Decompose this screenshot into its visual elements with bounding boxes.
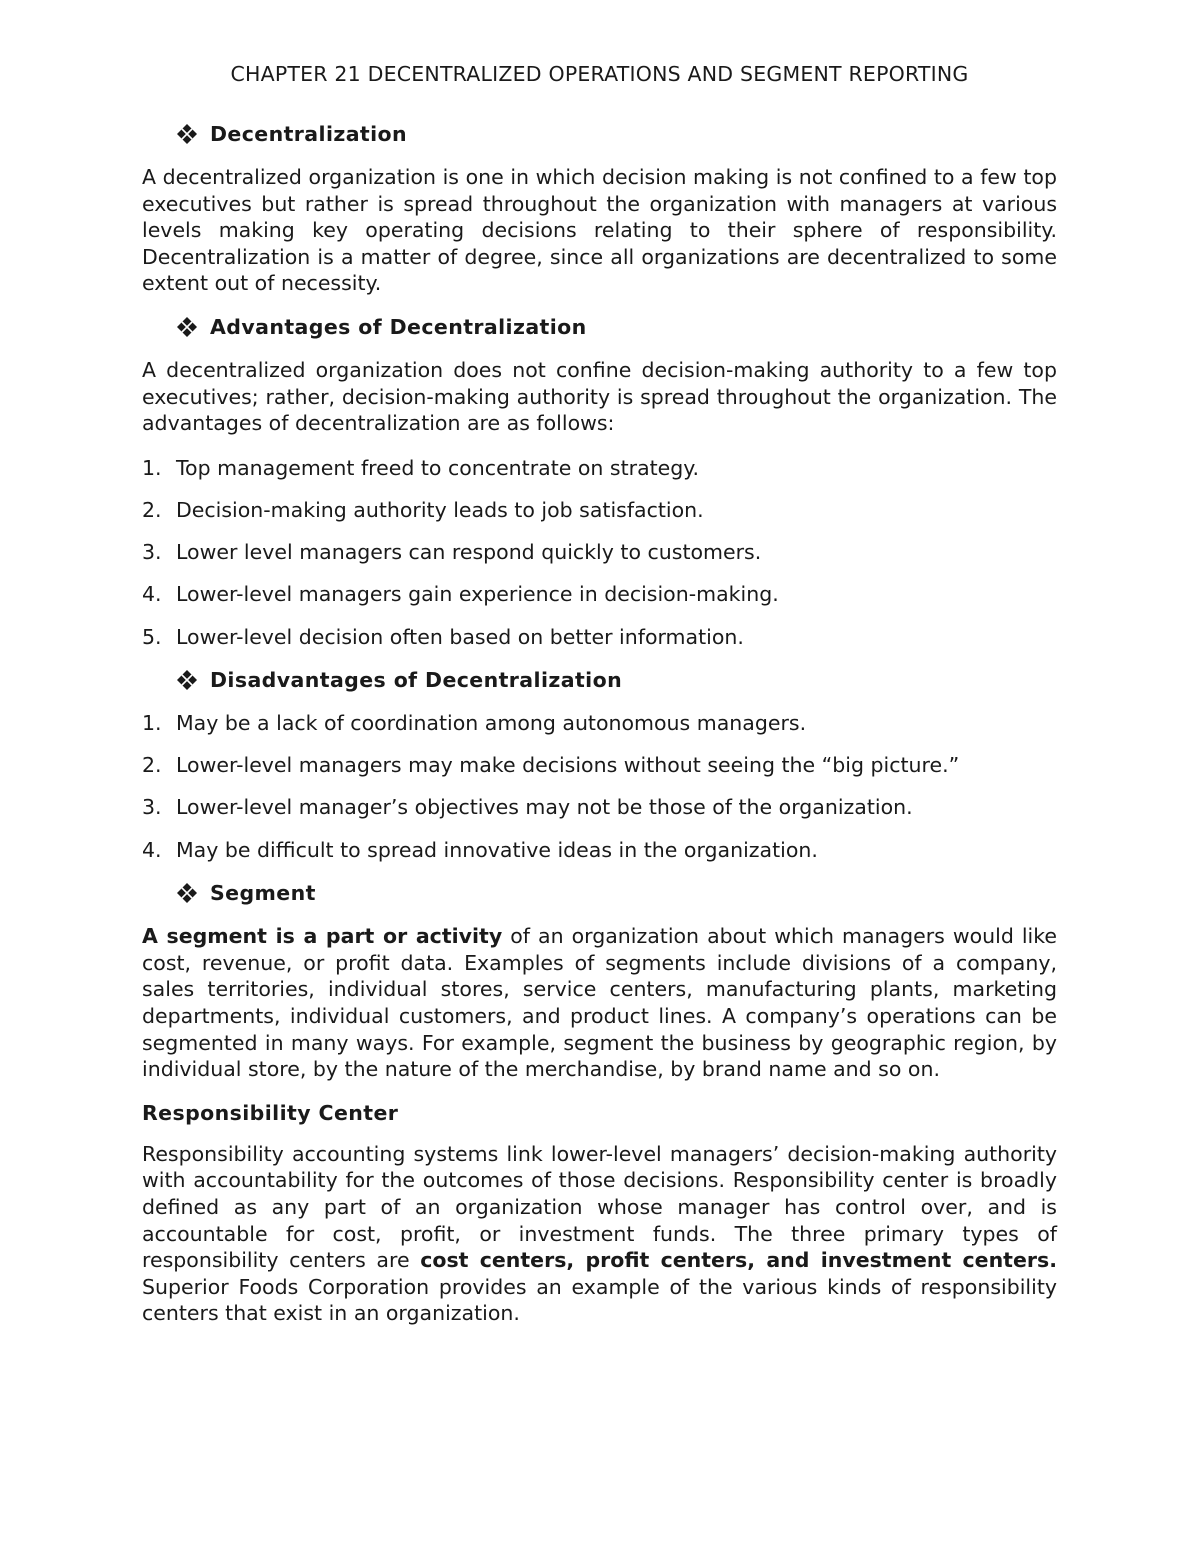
decentralization-paragraph: A decentralized organization is one in which decision making is not confined to a few top executives but rather is spread throughout the organization with managers at various levels making key operating decisions relating to their sphere of responsibility. Decentralization is a matter of degree, since all organizations are decentralized to some extent out of necessity. [142,165,1057,296]
responsibility-paragraph-start: Responsibility accounting systems link lower-level managers’ decision-making authority with accountability for the outcomes of those decisions. Responsibility center is broadly defined as any part of an organization whose manager has control over, and is accountable for cost, profit, or investment funds. The three primary types of responsibility centers are [142,1141,1057,1273]
list-number: 1. [142,455,162,480]
list-item [142,624,1057,651]
list-item [142,581,1057,608]
section-heading-text: Segment [210,881,316,906]
section-heading-text: Decentralization [210,122,408,146]
diamond-bullet-icon [176,123,198,145]
list-item-text: Top management freed to concentrate on strategy. [176,455,700,480]
list-item-text: May be difficult to spread innovative ideas in the organization. [176,837,818,862]
section-heading-advantages [176,315,1057,339]
list-item [142,455,1057,482]
section-heading-disadvantages [176,668,1057,692]
list-item [142,837,1057,864]
responsibility-bold-mid: cost centers, profit centers, and investment centers. [420,1248,1057,1273]
list-number: 3. [142,540,162,565]
list-item-text: Lower-level manager’s objectives may not be those of the organization. [176,795,913,820]
list-item-text: Lower-level managers gain experience in decision-making. [176,582,779,607]
list-item [142,794,1057,821]
section-heading-segment [176,881,1057,905]
list-item [142,497,1057,524]
list-item-text: May be a lack of coordination among autonomous managers. [176,711,807,736]
section-heading-text: Disadvantages of Decentralization [210,668,623,693]
list-number: 4. [142,582,162,607]
section-heading-decentralization [176,122,1057,146]
list-item-text: Lower-level managers may make decisions without seeing the “big picture.” [176,753,960,778]
list-item-text: Lower level managers can respond quickly to customers. [176,540,762,565]
list-item [142,710,1057,737]
segment-paragraph-rest: of an organization about which managers would like cost, revenue, or profit data. Examples of segments include divisions of a company, sales territories, individual stores, service centers, manufacturing plants, marketing departments, individual customers, and product lines. A company’s operations can be segmented in many ways. For example, segment the business by geographic region, by individual store, by the nature of the merchandise, by brand name and so on. [142,924,1057,1082]
document-page [142,62,1057,1345]
list-number: 3. [142,795,162,820]
list-item-text: Lower-level decision often based on better information. [176,624,744,649]
responsibility-paragraph [142,1141,1057,1327]
list-number: 2. [142,497,162,522]
list-number: 2. [142,753,162,778]
section-heading-text: Advantages of Decentralization [210,314,587,339]
page-title: CHAPTER 21 DECENTRALIZED OPERATIONS AND SEGMENT REPORTING [230,62,969,86]
diamond-bullet-icon [176,669,198,691]
advantages-list [142,455,1057,650]
disadvantages-list [142,710,1057,863]
list-number: 4. [142,837,162,862]
list-item [142,752,1057,779]
list-number: 1. [142,711,162,736]
list-item [142,539,1057,566]
diamond-bullet-icon [176,882,198,904]
segment-bold-lead: A segment is a part or activity [142,924,503,949]
responsibility-paragraph-end: Superior Foods Corporation provides an example of the various kinds of responsibility centers that exist in an organization. [142,1274,1057,1326]
list-number: 5. [142,624,162,649]
advantages-paragraph: A decentralized organization does not confine decision-making authority to a few top executives; rather, decision-making authority is spread throughout the organization. The advantages of decentralization are as follows: [142,357,1057,436]
segment-paragraph [142,923,1057,1083]
responsibility-center-heading: Responsibility Center [142,1100,399,1125]
diamond-bullet-icon [176,316,198,338]
list-item-text: Decision-making authority leads to job satisfaction. [176,497,704,522]
